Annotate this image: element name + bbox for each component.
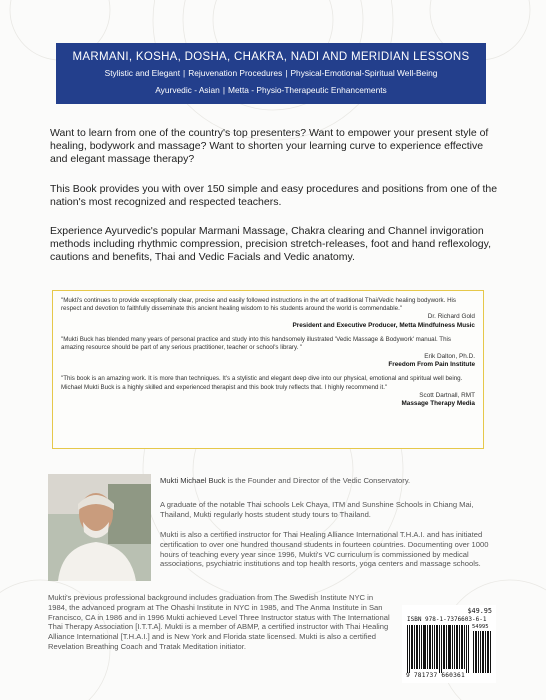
intro-paragraph-3: Experience Ayurvedic's popular Marmani Massage, Chakra clearing and Channel invigoration methods including rhythmic compression, precision stretch-releases, foot and hand reflexology, cautions and benefits, Thai and Vedic Facials and Vedic anatomy.	[50, 225, 492, 264]
feature-item: Physical-Emotional-Spiritual Well-Being	[290, 68, 438, 78]
intro-paragraph-1: Want to learn from one of the country's top presenters? Want to empower your present style of healing, bodywork and massage? Want to shorten your learning curve to experience effective and elegant massage therapy?	[50, 127, 489, 166]
feature-item: Stylistic and Elegant	[104, 68, 181, 78]
barcode-addon: 54995	[472, 624, 489, 630]
isbn-barcode	[402, 605, 496, 683]
feature-item: Rejuvenation Procedures	[188, 68, 283, 78]
isbn-label: ISBN 978-1-7376603-6-1	[407, 616, 487, 623]
testimonial	[61, 375, 475, 408]
bio-intro-text: is the Founder and Director of the Vedic Conservatory.	[225, 476, 411, 485]
bio-paragraph-4: Mukti's previous professional background includes graduation from The Swedish Institute NYC in 1984, the advanced program at The Ohashi Institute in NYC in 1985, and The Anma Institute in San Francisco, CA in 1986 and in 1996 Mukti achieved Level Three Instructor status with The International Thai Therapy Association [I.T.T.A]. Mukti is a member of ABMP, a certified instructor with Thai Healing Alliance International [T.H.A.I.] and is New York and Florida state licensed. Mukti is also a certified Revelation Breathing Coach and Tratak Meditation initiator.	[48, 593, 390, 651]
intro-paragraph-2: This Book provides you with over 150 simple and easy procedures and positions from one of the nation's most recognized and respected teachers.	[50, 183, 498, 209]
author-name: Mukti Michael Buck	[160, 476, 226, 485]
testimonial-author: Dr. Richard Gold	[427, 313, 475, 321]
banner-title: MARMANI, KOSHA, DOSHA, CHAKRA, NADI AND MERIDIAN LESSONS	[72, 51, 470, 63]
banner-features-line-2	[56, 82, 486, 99]
testimonial-author: Erik Dalton, Ph.D.	[424, 352, 475, 360]
bio-paragraph-2: A graduate of the notable Thai schools Lek Chaya, ITM and Sunshine Schools in Chiang Mai, Thailand, Mukti regularly hosts student study tours to Thailand.	[160, 500, 474, 519]
author-photo	[48, 474, 151, 581]
feature-item: Ayurvedic - Asian	[155, 85, 220, 95]
title-banner	[56, 43, 486, 104]
testimonial-text: "Mukti's continues to provide exceptionally clear, precise and easily followed instructions in the art of traditional Thai/Vedic healing bodywork. His respect and devotion to faithfully disseminate this ancient healing wisdom to his students around the world is commendable."	[61, 297, 457, 313]
separator: |	[183, 68, 186, 78]
testimonials-box	[52, 290, 484, 449]
feature-item: Metta - Physio-Therapeutic Enhancements	[228, 85, 387, 95]
testimonial-role: President and Executive Producer, Metta Mindfulness Music	[292, 321, 475, 329]
testimonial-author: Scott Dartnall, RMT	[419, 391, 475, 399]
bio-paragraph-3: Mukti is also a certified instructor for Thai Healing Alliance International T.H.A.I. and has initiated certification to over one hundred thousand students in fourteen countries. Documenting over 1000 hours of teaching every year since 1996, Mukti's VC curriculum is commissioned by medical associations, psychiatric institutions and top health resorts, yoga centers and massage schools.	[160, 530, 489, 569]
bio-intro	[160, 476, 500, 486]
testimonial	[61, 336, 475, 369]
price-label: $49.95	[467, 607, 492, 615]
testimonial-text: "This book is an amazing work. It is more than techniques. It's a stylistic and elegant deep dive into our physical, emotional and spiritual well being. Michael Mukti Buck is a highly skilled and experienced therapist and this book truly reflects that. I highly recommend it."	[61, 375, 463, 391]
testimonial-text: "Mukti Buck has blended many years of personal practice and study into this handsomely illustrated 'Vedic Massage & Bodywork' manual. This amazing resource should be part of any serious practitioner, teacher or school's library. "	[61, 336, 451, 352]
separator: |	[222, 85, 225, 95]
separator: |	[285, 68, 288, 78]
testimonial	[61, 297, 475, 330]
testimonial-role: Freedom From Pain Institute	[388, 361, 475, 369]
banner-features-line-1	[56, 65, 486, 82]
testimonial-role: Massage Therapy Media	[401, 400, 475, 408]
barcode-number: 9 781737 660361	[406, 672, 465, 679]
barcode-bars	[407, 625, 493, 673]
